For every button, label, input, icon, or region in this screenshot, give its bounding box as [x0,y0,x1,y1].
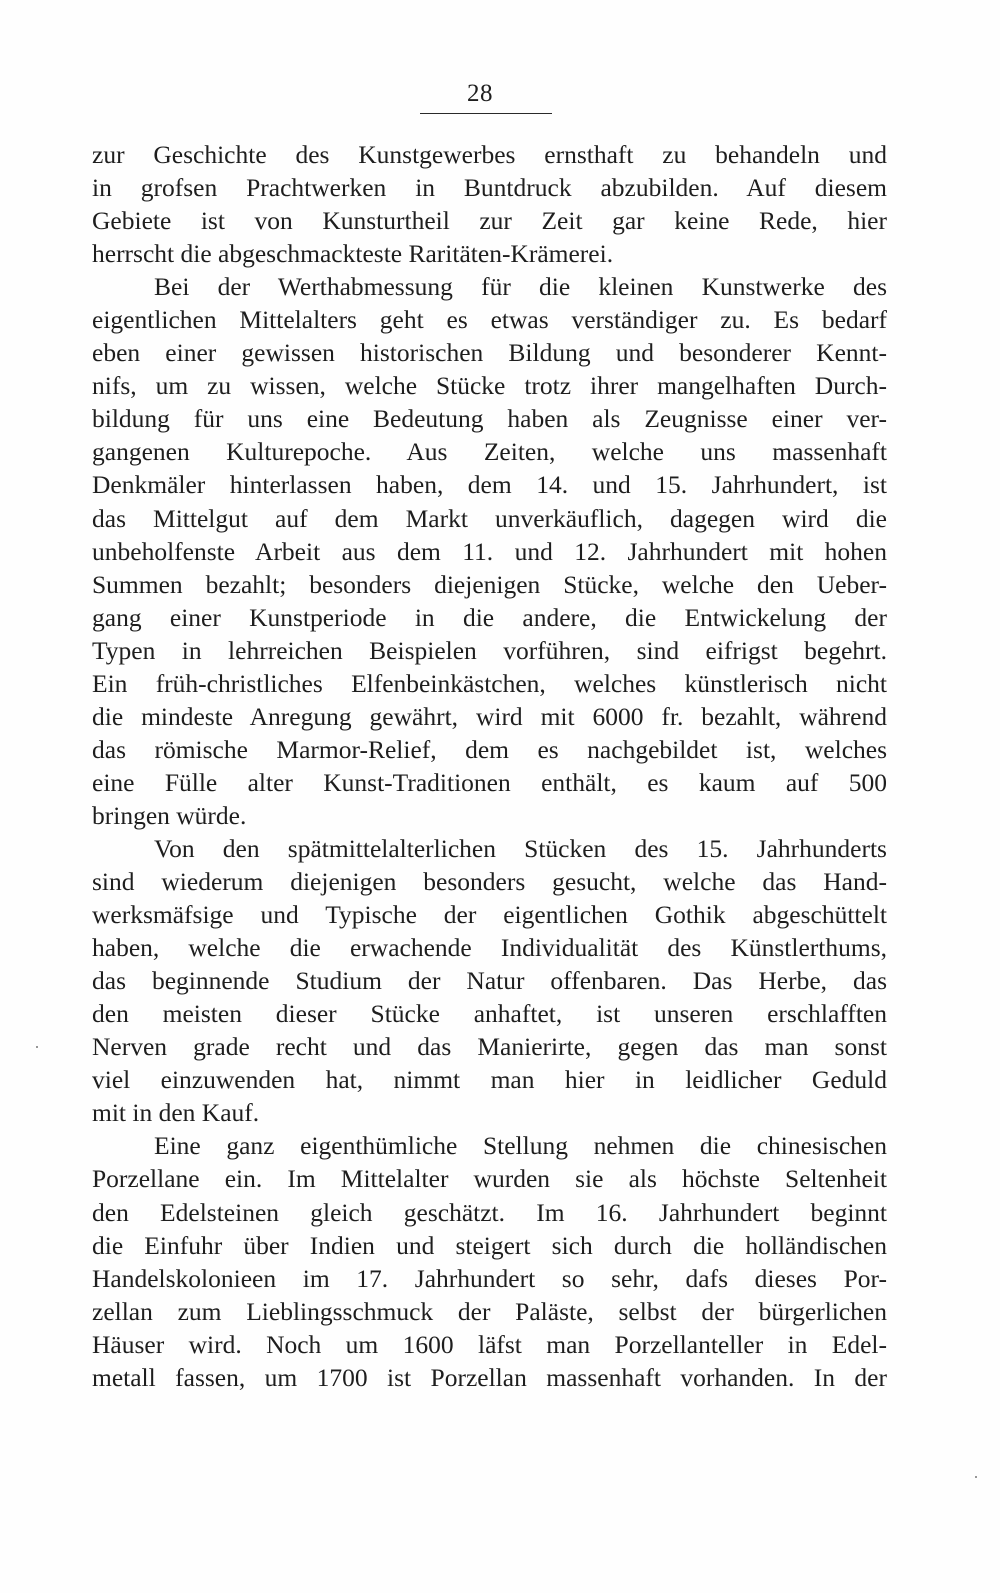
text-line: werksmäfsige und Typische der eigentlichen Gothik abgeschüttelt [92,900,887,930]
text-line: Nerven grade recht und das Manierirte, gegen das man sonst [92,1032,887,1062]
text-line: Typen in lehrreichen Beispielen vorführen, sind eifrigst begehrt. [92,635,887,665]
text-line: metall fassen, um 1700 ist Porzellan massenhaft vorhanden. In der [92,1362,887,1392]
text-line: Von den spätmittelalterlichen Stücken des 15. Jahrhunderts [154,833,887,863]
paper-speck [975,1476,977,1478]
text-line: Porzellane ein. Im Mittelalter wurden sie als höchste Seltenheit [92,1164,887,1194]
text-line: Denkmäler hinterlassen haben, dem 14. und 15. Jahrhundert, ist [92,470,887,500]
text-line: herrscht die abgeschmackteste Raritäten-Krämerei. [92,239,614,269]
text-line: sind wiederum diejenigen besonders gesucht, welche das Hand- [92,867,887,897]
text-line: gang einer Kunstperiode in die andere, die Entwickelung der [92,602,887,632]
text-line: in grofsen Prachtwerken in Buntdruck abzubilden. Auf diesem [92,173,887,203]
text-line: Handelskolonieen im 17. Jahrhundert so sehr, dafs dieses Por- [92,1263,887,1293]
text-line: Häuser wird. Noch um 1600 läfst man Porzellanteller in Edel- [92,1329,887,1359]
text-line: Eine ganz eigenthümliche Stellung nehmen die chinesischen [154,1131,887,1161]
text-line: Summen bezahlt; besonders diejenigen Stücke, welche den Ueber- [92,569,887,599]
text-line: eine Fülle alter Kunst-Traditionen enthält, es kaum auf 500 [92,767,887,797]
text-line: viel einzuwenden hat, nimmt man hier in leidlicher Geduld [92,1065,887,1095]
text-line: Gebiete ist von Kunsturtheil zur Zeit gar keine Rede, hier [92,206,887,236]
text-line: bildung für uns eine Bedeutung haben als Zeugnisse einer ver- [92,404,887,434]
header-rule [420,113,552,114]
text-line: den Edelsteinen gleich geschätzt. Im 16. Jahrhundert beginnt [92,1197,887,1227]
text-line: eigentlichen Mittelalters geht es etwas verständiger zu. Es bedarf [92,305,887,335]
paper-speck [36,1046,38,1048]
text-line: bringen würde. [92,800,247,830]
page-number: 28 [467,80,493,107]
body-text [92,138,887,1394]
text-line: das römische Marmor-Relief, dem es nachgebildet ist, welches [92,734,887,764]
text-line: das Mittelgut auf dem Markt unverkäuflich, dagegen wird die [92,503,887,533]
text-line: zellan zum Lieblingsschmuck der Paläste, selbst der bürgerlichen [92,1296,887,1326]
text-line: haben, welche die erwachende Individualität des Künstlerthums, [92,933,887,963]
text-line: den meisten dieser Stücke anhaftet, ist unseren erschlafften [92,999,887,1029]
text-line: Bei der Werthabmessung für die kleinen Kunstwerke des [154,272,887,302]
text-line: nifs, um zu wissen, welche Stücke trotz ihrer mangelhaften Durch- [92,371,887,401]
text-line: Ein früh-christliches Elfenbeinkästchen, welches künstlerisch nicht [92,668,887,698]
text-line: das beginnende Studium der Natur offenbaren. Das Herbe, das [92,966,887,996]
text-line: unbeholfenste Arbeit aus dem 11. und 12. Jahrhundert mit hohen [92,536,887,566]
text-line: eben einer gewissen historischen Bildung und besonderer Kennt- [92,338,887,368]
text-line: die mindeste Anregung gewährt, wird mit 6000 fr. bezahlt, während [92,701,887,731]
text-line: gangenen Kulturepoche. Aus Zeiten, welche uns massenhaft [92,437,887,467]
text-line: mit in den Kauf. [92,1098,260,1128]
text-line: die Einfuhr über Indien und steigert sich durch die holländischen [92,1230,887,1260]
text-line: zur Geschichte des Kunstgewerbes ernsthaft zu behandeln und [92,140,887,169]
